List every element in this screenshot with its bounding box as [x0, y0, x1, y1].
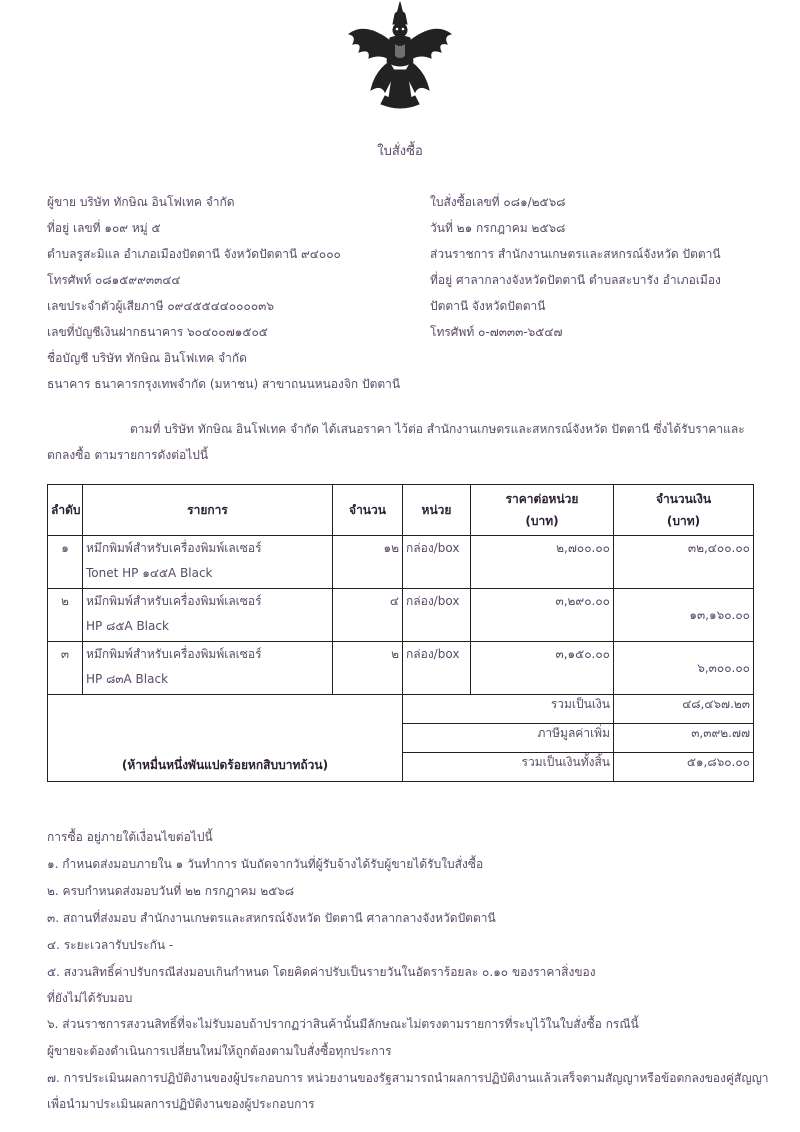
condition-line: ที่ยังไม่ได้รับมอบ — [47, 991, 133, 1005]
subtotal-value: ๔๘,๔๖๗.๒๓ — [614, 695, 754, 724]
seller-address: ที่อยู่ เลขที่ ๑๐๙ หมู่ ๕ — [47, 221, 161, 235]
row-amount: ๓๒,๔๐๐.๐๐ — [614, 536, 754, 589]
table-row — [48, 642, 754, 695]
row-qty: ๒ — [333, 642, 403, 695]
row-item — [83, 536, 333, 589]
table-row — [48, 589, 754, 642]
header-no: ลำดับ — [48, 485, 83, 536]
order-agency: ส่วนราชการ สำนักงานเกษตรและสหกรณ์จังหวัด ปัตตานี — [430, 247, 721, 261]
header-unit-price — [471, 485, 614, 536]
items-table — [47, 484, 754, 782]
table-header-row — [48, 485, 754, 536]
seller-name: ผู้ขาย บริษัท ทักษิณ อินโฟเทค จำกัด — [47, 195, 235, 209]
condition-line: ๗. การประเมินผลการปฏิบัติงานของผู้ประกอบการ หน่วยงานของรัฐสามารถนำผลการปฏิบัติงานแล้วเสร็จตามสัญญาหรือข้อตกลงของคู่สัญญา — [47, 1071, 769, 1085]
total-value: ๕๑,๘๖๐.๐๐ — [614, 753, 754, 782]
row-no: ๓ — [48, 642, 83, 695]
row-item-line1: หมึกพิมพ์สำหรับเครื่องพิมพ์เลเซอร์ — [86, 594, 262, 608]
seller-bank: ธนาคาร ธนาคารกรุงเทพจำกัด (มหาชน) สาขาถนนหนองจิก ปัตตานี — [47, 377, 401, 391]
subtotal-label: รวมเป็นเงิน — [403, 695, 614, 724]
condition-line: ๕. สงวนสิทธิ์ค่าปรับกรณีส่งมอบเกินกำหนด โดยคิดค่าปรับเป็นรายวันในอัตราร้อยละ ๐.๑๐ ของราคาสิ่งของ — [47, 965, 596, 979]
header-unit-price-label: ราคาต่อหน่วย — [505, 492, 579, 506]
condition-line: ๓. สถานที่ส่งมอบ สำนักงานเกษตรและสหกรณ์จังหวัด ปัตตานี ศาลากลางจังหวัดปัตตานี — [47, 911, 496, 925]
intro-line-2: ตกลงซื้อ ตามรายการดังต่อไปนี้ — [47, 448, 209, 462]
seller-account-name: ชื่อบัญชี บริษัท ทักษิณ อินโฟเทค จำกัด — [47, 351, 247, 365]
row-item — [83, 589, 333, 642]
condition-line: ๒. ครบกำหนดส่งมอบวันที่ ๒๒ กรกฎาคม ๒๕๖๘ — [47, 884, 295, 898]
row-item-line2: HP ๘๕A Black — [86, 619, 169, 633]
vat-label: ภาษีมูลค่าเพิ่ม — [403, 724, 614, 753]
header-qty: จำนวน — [333, 485, 403, 536]
order-address-1: ที่อยู่ ศาลากลางจังหวัดปัตตานี ตำบลสะบารัง อำเภอเมือง — [430, 273, 721, 287]
condition-line: ผู้ขายจะต้องดำเนินการเปลี่ยนใหม่ให้ถูกต้องตามใบสั่งซื้อทุกประการ — [47, 1044, 392, 1058]
order-phone: โทรศัพท์ ๐-๗๓๓๓-๖๕๔๗ — [430, 325, 563, 339]
row-item — [83, 642, 333, 695]
header-unit: หน่วย — [403, 485, 471, 536]
row-unit: กล่อง/box — [403, 642, 471, 695]
intro-line-1: ตามที่ บริษัท ทักษิณ อินโฟเทค จำกัด ได้เสนอราคา ไว้ต่อ สำนักงานเกษตรและสหกรณ์จังหวัด ปัตตานี ซึ่งได้รับราคาและ — [130, 422, 745, 436]
header-amount — [614, 485, 754, 536]
document-title: ใบสั่งซื้อ — [377, 144, 423, 159]
row-item-line2: HP ๘๓A Black — [86, 672, 169, 686]
seller-phone: โทรศัพท์ ๐๘๑๕๙๙๓๓๔๔ — [47, 273, 181, 287]
seller-bank-account: เลขที่บัญชีเงินฝากธนาคาร ๖๐๔๐๐๗๑๕๐๕ — [47, 325, 268, 339]
row-amount: ๑๓,๑๖๐.๐๐ — [614, 589, 754, 642]
row-unit-price: ๓,๒๙๐.๐๐ — [471, 589, 614, 642]
seller-district: ตำบลรูสะมิแล อำเภอเมืองปัตตานี จังหวัดปัตตานี ๙๔๐๐๐ — [47, 247, 341, 261]
subtotal-row — [48, 695, 754, 724]
header-amount-label: จำนวนเงิน — [655, 492, 712, 506]
header-item: รายการ — [83, 485, 333, 536]
condition-line: เพื่อนำมาประเมินผลการปฏิบัติงานของผู้ประกอบการ — [47, 1097, 315, 1111]
row-qty: ๔ — [333, 589, 403, 642]
row-unit-price: ๒,๗๐๐.๐๐ — [471, 536, 614, 589]
condition-line: ๔. ระยะเวลารับประกัน - — [47, 938, 174, 952]
row-unit-price: ๓,๑๕๐.๐๐ — [471, 642, 614, 695]
seller-taxid: เลขประจำตัวผู้เสียภาษี ๐๙๔๕๕๔๔๐๐๐๐๓๖ — [47, 299, 274, 313]
order-address-2: ปัตตานี จังหวัดปัตตานี — [430, 299, 546, 313]
order-date: วันที่ ๒๑ กรกฎาคม ๒๕๖๘ — [430, 221, 566, 235]
row-item-line1: หมึกพิมพ์สำหรับเครื่องพิมพ์เลเซอร์ — [86, 647, 262, 661]
total-label: รวมเป็นเงินทั้งสิ้น — [403, 753, 614, 782]
row-item-line2: Tonet HP ๑๔๕A Black — [86, 566, 213, 580]
row-unit: กล่อง/box — [403, 536, 471, 589]
row-item-line1: หมึกพิมพ์สำหรับเครื่องพิมพ์เลเซอร์ — [86, 541, 262, 555]
condition-line: ๑. กำหนดส่งมอบภายใน ๑ วันทำการ นับถัดจากวันที่ผู้รับจ้างได้รับผู้ขายได้รับใบสั่งซื้อ — [47, 857, 484, 871]
row-no: ๒ — [48, 589, 83, 642]
vat-value: ๓,๓๙๒.๗๗ — [614, 724, 754, 753]
condition-line: ๖. ส่วนราชการสงวนสิทธิ์ที่จะไม่รับมอบถ้าปรากฏว่าสินค้านั้นมีลักษณะไม่ตรงตามรายการที่ระบุไว้ในใบสั่งซื้อ กรณีนี้ — [47, 1017, 639, 1031]
row-unit: กล่อง/box — [403, 589, 471, 642]
header-amount-sub: (บาท) — [666, 514, 701, 528]
order-number: ใบสั่งซื้อเลขที่ ๐๘๑/๒๕๖๘ — [430, 195, 566, 209]
row-amount: ๖,๓๐๐.๐๐ — [614, 642, 754, 695]
table-row — [48, 536, 754, 589]
conditions-heading: การซื้อ อยู่ภายใต้เงื่อนไขต่อไปนี้ — [47, 830, 213, 844]
garuda-emblem — [345, 0, 455, 112]
row-qty: ๑๒ — [333, 536, 403, 589]
total-in-words: (ห้าหมื่นหนึ่งพันแปดร้อยหกสิบบาทถ้วน) — [48, 695, 403, 782]
row-no: ๑ — [48, 536, 83, 589]
header-unit-price-sub: (บาท) — [525, 514, 559, 528]
